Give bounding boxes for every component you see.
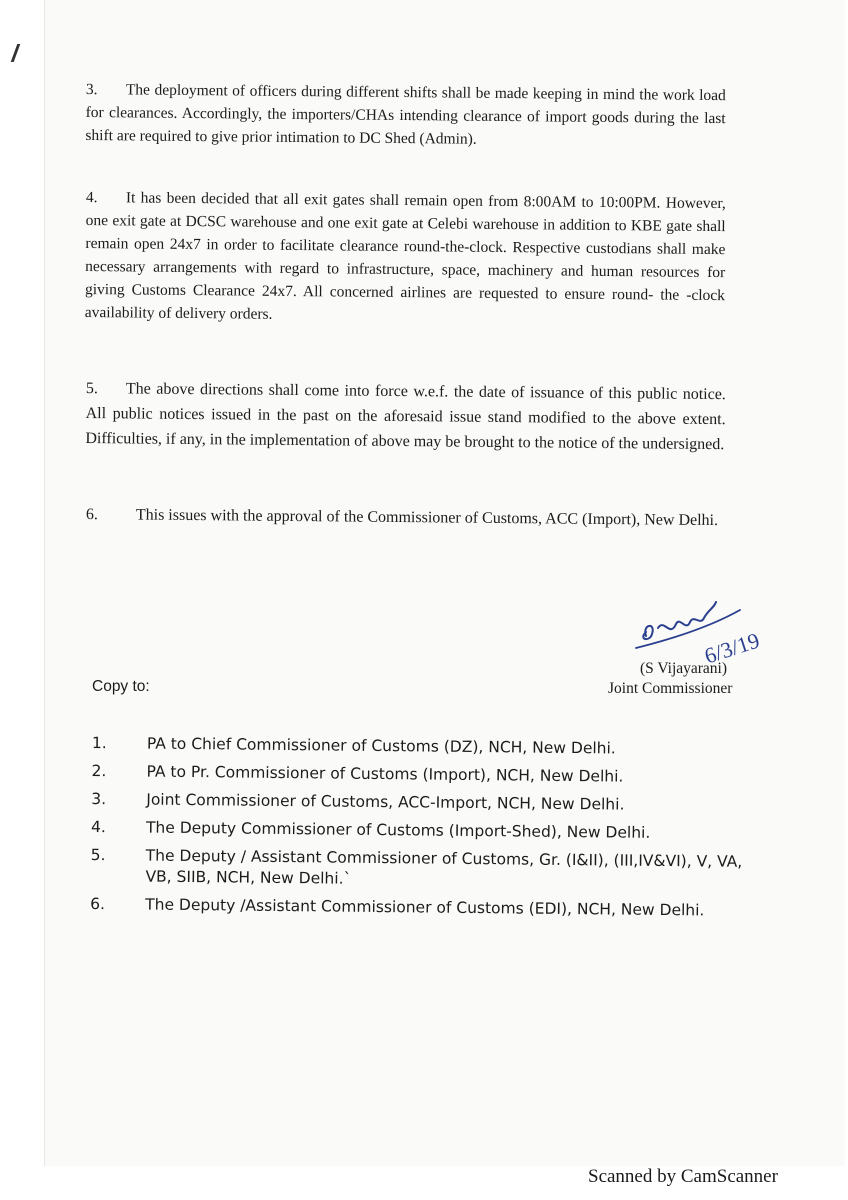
- list-item: [91, 761, 771, 789]
- copy-to-list: [90, 733, 772, 929]
- document-page: [44, 0, 845, 1166]
- list-item: [91, 817, 771, 845]
- list-item-text: PA to Chief Commissioner of Customs (DZ), NCH, New Delhi.: [146, 734, 616, 758]
- list-item-text: PA to Pr. Commissioner of Customs (Import), NCH, New Delhi.: [146, 762, 624, 786]
- paragraph-number: 4.: [85, 188, 98, 207]
- paragraph-5: [85, 376, 726, 457]
- page-edge-mark: [11, 44, 30, 62]
- paragraph-number: 6.: [85, 505, 98, 524]
- signatory-name: (S Vijayarani): [640, 660, 728, 677]
- list-item-text: The Deputy / Assistant Commissioner of Customs, Gr. (I&II), (III,IV&VI), V, VA, VB, SIIB, NCH, New Delhi.`: [145, 846, 743, 888]
- list-item-text: Joint Commissioner of Customs, ACC-Import, NCH, New Delhi.: [146, 790, 625, 814]
- paragraph-text: This issues with the approval of the Commissioner of Customs, ACC (Import), New Delhi.: [135, 506, 719, 530]
- signatory-designation: Joint Commissioner: [608, 680, 733, 697]
- svg-text:6/3/19: 6/3/19: [701, 627, 763, 669]
- list-item: [90, 894, 770, 922]
- list-item-number: 3.: [91, 789, 107, 809]
- paragraph-number: 5.: [85, 379, 98, 398]
- list-item: [91, 789, 771, 817]
- paragraph-text: It has been decided that all exit gates shall remain open from 8:00AM to 10:00PM. However, one exit gate at DCSC warehouse and one exit gate at Celebi warehouse in addition to KBE gate shall remain open 24x7 in order to facilitate clearance round-the-clock. Respective custodians shall make necessary arrangements with regard to infrastructure, space, machinery and human resources for giving Customs Clearance 24x7. All concerned airlines are requested to ensure round- the -clock availability of delivery orders.: [84, 189, 726, 323]
- list-item-text: The Deputy Commissioner of Customs (Import-Shed), New Delhi.: [145, 818, 651, 842]
- scanner-watermark: Scanned by CamScanner: [588, 1166, 778, 1187]
- paragraph-text: The deployment of officers during different shifts shall be made keeping in mind the work load for clearances. Accordingly, the importers/CHAs intending clearance of import goods during the last shift are required to give prior intimation to DC Shed (Admin).: [85, 81, 726, 148]
- paragraph-3: [85, 78, 726, 153]
- list-item-number: 6.: [90, 894, 106, 914]
- list-item-number: 4.: [90, 817, 106, 837]
- list-item-number: 5.: [90, 845, 106, 865]
- paragraph-4: [85, 186, 726, 330]
- list-item-text: The Deputy /Assistant Commissioner of Customs (EDI), NCH, New Delhi.: [145, 895, 705, 920]
- paragraph-text: The above directions shall come into force w.e.f. the date of issuance of this public notice. All public notices issued in the past on the aforesaid issue stand modified to the above extent. Difficulties, if any, in the implementation of above may be brought to the notice of the undersigned.: [85, 380, 726, 454]
- list-item: [90, 845, 770, 894]
- paragraph-number: 3.: [85, 80, 98, 99]
- list-item-number: 2.: [91, 761, 107, 781]
- list-item-number: 1.: [91, 733, 107, 753]
- copy-to-label: Copy to:: [92, 678, 150, 695]
